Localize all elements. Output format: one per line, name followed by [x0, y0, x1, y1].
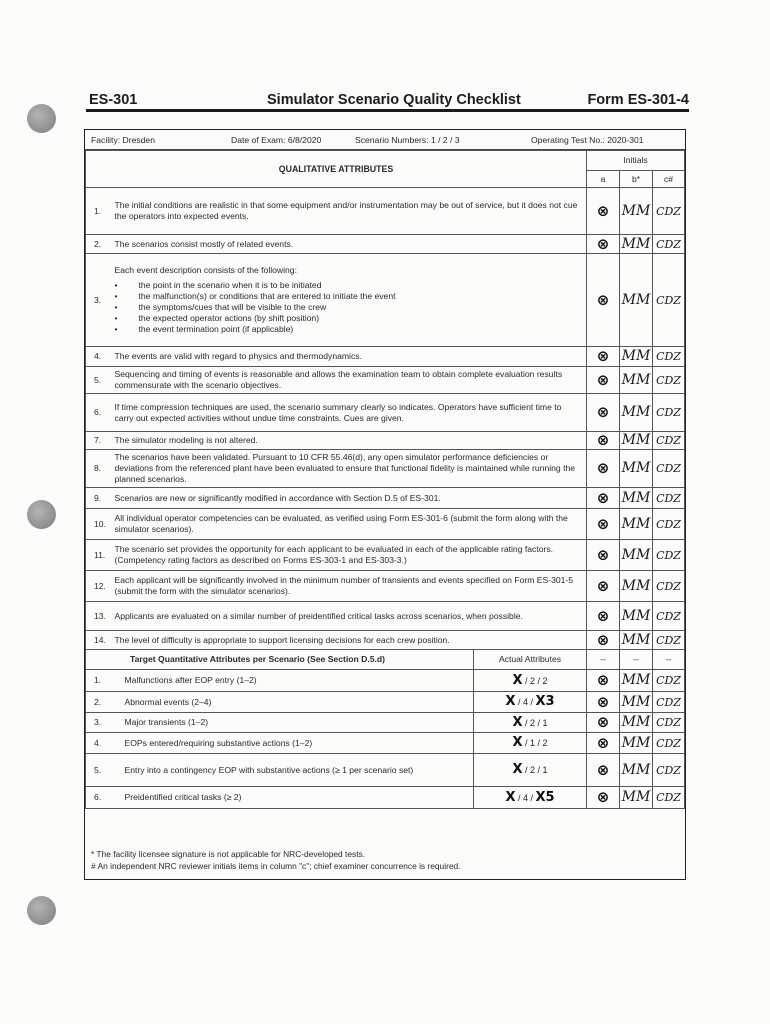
dash-c: --	[653, 650, 685, 670]
item-bullet: • the expected operator actions (by shift position)	[115, 313, 581, 324]
initials-b-mark: MM	[620, 254, 653, 347]
initials-c-mark: CDZ	[653, 602, 685, 631]
initials-c-mark: CDZ	[653, 787, 685, 809]
item-number: 8.	[86, 450, 111, 488]
item-text-content: Each applicant will be significantly involved in the minimum number of transients and events specified on Form ES-301-5 (submit the form with the simulator scenarios).	[114, 575, 574, 596]
item-number: 6.	[86, 394, 111, 432]
item-number: 10.	[86, 509, 111, 540]
actual-attributes-header: Actual Attributes	[474, 650, 587, 670]
initials-c-mark: CDZ	[653, 631, 685, 650]
initials-c-mark: CDZ	[653, 367, 685, 394]
item-text: Abnormal events (2–4)	[111, 692, 474, 713]
actual-attributes-value	[474, 692, 587, 713]
qualitative-attributes-header: QUALITATIVE ATTRIBUTES	[86, 151, 587, 188]
item-number: 4.	[86, 347, 111, 367]
item-text	[111, 347, 587, 367]
qualitative-item-row	[86, 347, 685, 367]
actual-values: / 2 / 1	[522, 765, 548, 775]
quantitative-item-row	[86, 692, 685, 713]
binder-hole-bottom	[27, 896, 56, 925]
item-text: Preidentified critical tasks (≥ 2)	[111, 787, 474, 809]
struck-value-mark: X	[512, 672, 523, 688]
initials-a-mark: ⊗	[587, 509, 620, 540]
item-text: Entry into a contingency EOP with substantive actions (≥ 1 per scenario set)	[111, 754, 474, 787]
initials-b-mark: MM	[620, 488, 653, 509]
initials-b-mark: MM	[620, 347, 653, 367]
initials-a-mark: ⊗	[587, 394, 620, 432]
initials-header: Initials	[587, 151, 685, 171]
actual-values: / 1 / 2	[522, 738, 548, 748]
exam-info-row	[85, 130, 685, 150]
qualitative-item-row	[86, 571, 685, 602]
initials-b-mark: MM	[620, 571, 653, 602]
operating-test-field: Operating Test No.: 2020-301	[531, 135, 644, 145]
initials-c-mark: CDZ	[653, 254, 685, 347]
item-bullet: • the point in the scenario when it is to be initiated	[115, 280, 581, 291]
checklist-form	[84, 129, 686, 880]
initials-a-mark: ⊗	[587, 713, 620, 733]
quantitative-item-row	[86, 733, 685, 754]
item-text	[111, 235, 587, 254]
item-bullet: • the symptoms/cues that will be visible to the crew	[115, 302, 581, 313]
actual-attributes-value	[474, 754, 587, 787]
initials-b-mark: MM	[620, 787, 653, 809]
initials-a-mark: ⊗	[587, 754, 620, 787]
initials-a-mark: ⊗	[587, 571, 620, 602]
initials-b-mark: MM	[620, 394, 653, 432]
item-number: 3.	[86, 713, 111, 733]
item-text	[111, 540, 587, 571]
item-text	[111, 602, 587, 631]
qualitative-item-row	[86, 631, 685, 650]
actual-attributes-value	[474, 670, 587, 692]
initials-b-mark: MM	[620, 754, 653, 787]
item-text	[111, 450, 587, 488]
initials-a-mark: ⊗	[587, 188, 620, 235]
initials-b-mark: MM	[620, 692, 653, 713]
initials-a-mark: ⊗	[587, 254, 620, 347]
initials-a-mark: ⊗	[587, 488, 620, 509]
initials-a-mark: ⊗	[587, 450, 620, 488]
initials-a-mark: ⊗	[587, 670, 620, 692]
initials-c-mark: CDZ	[653, 692, 685, 713]
initials-b-mark: MM	[620, 509, 653, 540]
column-a-header: a	[587, 171, 620, 188]
initials-b-mark: MM	[620, 602, 653, 631]
footnote-signature: * The facility licensee signature is not applicable for NRC-developed tests.	[91, 849, 366, 859]
item-text	[111, 367, 587, 394]
item-text	[111, 571, 587, 602]
initials-b-mark: MM	[620, 188, 653, 235]
item-text	[111, 254, 587, 347]
item-number: 5.	[86, 367, 111, 394]
item-text-content: Sequencing and timing of events is reasonable and allows the examination team to obtain complete evaluation results commensurate with the scenario objectives.	[114, 369, 563, 390]
exam-date-field: Date of Exam: 6/8/2020	[231, 135, 322, 145]
item-text-content: The events are valid with regard to physics and thermodynamics.	[114, 351, 362, 361]
initials-c-mark: CDZ	[653, 347, 685, 367]
qualitative-item-row	[86, 394, 685, 432]
item-number: 1.	[86, 670, 111, 692]
corrected-value: X3	[535, 694, 555, 709]
facility-field: Facility: Dresden	[91, 135, 155, 145]
quantitative-item-row	[86, 713, 685, 733]
initials-a-mark: ⊗	[587, 347, 620, 367]
item-text: EOPs entered/requiring substantive actions (1–2)	[111, 733, 474, 754]
item-number: 11.	[86, 540, 111, 571]
initials-b-mark: MM	[620, 450, 653, 488]
qualitative-item-row	[86, 254, 685, 347]
header-title: Simulator Scenario Quality Checklist	[267, 92, 521, 108]
initials-b-mark: MM	[620, 670, 653, 692]
item-bullet: • the malfunction(s) or conditions that are entered to initiate the event	[115, 291, 581, 302]
initials-a-mark: ⊗	[587, 787, 620, 809]
initials-c-mark: CDZ	[653, 540, 685, 571]
item-text-content: The scenarios consist mostly of related events.	[114, 238, 294, 249]
initials-c-mark: CDZ	[653, 488, 685, 509]
item-text	[111, 509, 587, 540]
item-text	[111, 394, 587, 432]
item-number: 9.	[86, 488, 111, 509]
initials-b-mark: MM	[620, 235, 653, 254]
item-text-content: All individual operator competencies can be evaluated, as verified using Form ES-301-6 (submit the form along with the simulator scenarios).	[114, 513, 568, 534]
scenario-numbers-field: Scenario Numbers: 1 / 2 / 3	[355, 135, 460, 145]
item-number: 1.	[86, 188, 111, 235]
item-text-content: The simulator modeling is not altered.	[114, 435, 258, 445]
initials-c-mark: CDZ	[653, 571, 685, 602]
struck-value-mark: X	[505, 694, 516, 709]
column-b-header: b*	[620, 171, 653, 188]
corrected-value: X5	[535, 789, 555, 805]
qualitative-item-row	[86, 188, 685, 235]
page-header	[86, 92, 689, 112]
initials-a-mark: ⊗	[587, 432, 620, 450]
qualitative-item-row	[86, 509, 685, 540]
item-number: 12.	[86, 571, 111, 602]
item-text-content: The level of difficulty is appropriate to support licensing decisions for each crew position.	[114, 634, 450, 645]
qualitative-item-row	[86, 432, 685, 450]
initials-c-mark: CDZ	[653, 188, 685, 235]
item-text-content: Each event description consists of the following:	[114, 265, 297, 275]
struck-value-mark: X	[512, 714, 523, 730]
item-text-content: If time compression techniques are used, the scenario summary clearly so indicates. Operators have sufficient time to carry out expected activities without undue time constraints. Cues are given.	[114, 401, 562, 423]
initials-a-mark: ⊗	[587, 602, 620, 631]
item-number: 7.	[86, 432, 111, 450]
initials-b-mark: MM	[620, 713, 653, 733]
column-c-header: c#	[653, 171, 685, 188]
item-number: 13.	[86, 602, 111, 631]
initials-c-mark: CDZ	[653, 432, 685, 450]
struck-value-mark: X	[512, 735, 523, 750]
quantitative-item-row	[86, 670, 685, 692]
qualitative-item-row	[86, 367, 685, 394]
initials-a-mark: ⊗	[587, 235, 620, 254]
header-form-series: ES-301	[89, 92, 138, 108]
actual-values: / 2 / 1	[522, 717, 548, 728]
qualitative-item-row	[86, 450, 685, 488]
item-number: 14.	[86, 631, 111, 650]
initials-c-mark: CDZ	[653, 509, 685, 540]
initials-c-mark: CDZ	[653, 733, 685, 754]
item-number: 4.	[86, 733, 111, 754]
item-text	[111, 631, 587, 650]
quantitative-item-row	[86, 787, 685, 809]
initials-a-mark: ⊗	[587, 367, 620, 394]
qualitative-item-row	[86, 235, 685, 254]
initials-c-mark: CDZ	[653, 713, 685, 733]
initials-a-mark: ⊗	[587, 540, 620, 571]
initials-b-mark: MM	[620, 367, 653, 394]
header-form-number: Form ES-301-4	[587, 92, 689, 108]
item-number: 2.	[86, 235, 111, 254]
item-number: 3.	[86, 254, 111, 347]
initials-a-mark: ⊗	[587, 733, 620, 754]
quantitative-item-row	[86, 754, 685, 787]
initials-c-mark: CDZ	[653, 670, 685, 692]
footnote-reviewer: # An independent NRC reviewer initials items in column "c"; chief examiner concurrence is required.	[91, 861, 461, 871]
quantitative-attributes-header: Target Quantitative Attributes per Scenario (See Section D.5.d)	[86, 650, 474, 670]
item-text-content: The scenario set provides the opportunity for each applicant to be evaluated in each of the applicable rating factors. (Competency rating factors as described on Forms ES-303-1 and ES-303-3.)	[114, 544, 554, 565]
struck-value-mark: X	[512, 762, 523, 777]
initials-c-mark: CDZ	[653, 450, 685, 488]
item-text-content: The initial conditions are realistic in that some equipment and/or instrumentation may be out of service, but it does not cue the operators into expected events.	[114, 200, 578, 221]
qualitative-item-row	[86, 602, 685, 631]
initials-c-mark: CDZ	[653, 394, 685, 432]
actual-values: / 2 / 2	[522, 675, 548, 686]
initials-a-mark: ⊗	[587, 631, 620, 650]
item-text-content: Scenarios are new or significantly modified in accordance with Section D.5 of ES-301.	[114, 492, 441, 503]
footnotes	[91, 848, 461, 872]
item-text-content: Applicants are evaluated on a similar number of preidentified critical tasks across scenarios, when possible.	[114, 610, 523, 621]
item-text	[111, 488, 587, 509]
item-text	[111, 432, 587, 450]
item-text: Major transients (1–2)	[111, 713, 474, 733]
actual-values: / 4 /	[515, 792, 536, 803]
initials-a-mark: ⊗	[587, 692, 620, 713]
actual-values: / 4 /	[515, 697, 536, 707]
actual-attributes-value	[474, 713, 587, 733]
actual-attributes-value	[474, 733, 587, 754]
item-number: 2.	[86, 692, 111, 713]
initials-b-mark: MM	[620, 733, 653, 754]
dash-b: --	[620, 650, 653, 670]
item-text-content: The scenarios have been validated. Pursuant to 10 CFR 55.46(d), any open simulator performance deficiencies or deviations from the referenced plant have been evaluated to ensure that functional fidelity is maintained while running the planned scenarios.	[114, 452, 576, 484]
initials-c-mark: CDZ	[653, 754, 685, 787]
item-text	[111, 188, 587, 235]
item-text: Malfunctions after EOP entry (1–2)	[111, 670, 474, 692]
binder-hole-middle	[27, 500, 56, 529]
checklist-table	[85, 150, 685, 809]
item-number: 6.	[86, 787, 111, 809]
binder-hole-top	[27, 104, 56, 133]
initials-b-mark: MM	[620, 432, 653, 450]
dash-a: --	[587, 650, 620, 670]
qualitative-item-row	[86, 540, 685, 571]
qualitative-item-row	[86, 488, 685, 509]
actual-attributes-value	[474, 787, 587, 809]
item-number: 5.	[86, 754, 111, 787]
initials-b-mark: MM	[620, 540, 653, 571]
initials-b-mark: MM	[620, 631, 653, 650]
item-bullet: • the event termination point (if applicable)	[115, 324, 581, 335]
struck-value-mark: X	[505, 789, 516, 805]
initials-c-mark: CDZ	[653, 235, 685, 254]
